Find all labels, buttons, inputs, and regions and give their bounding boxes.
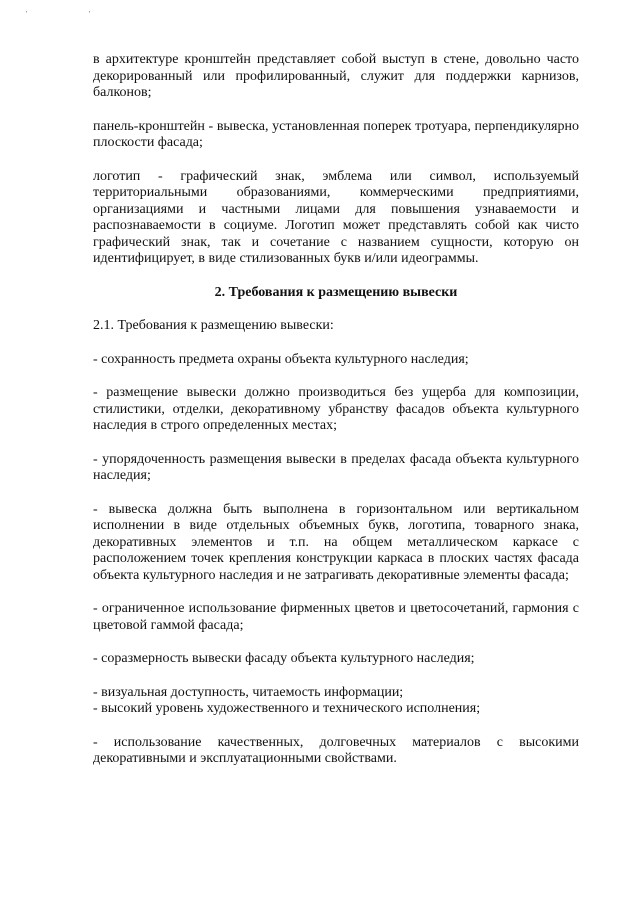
requirement-item: - вывеска должна быть выполнена в горизонтальном или вертикальном исполнении в виде отдельных объемных букв, логотипа, товарного знака, декоративных элементов и т.п. на общем металлическом каркасе с расположением точек крепления конструкции каркаса в плоских частях фасада объекта культурного наследия и не затрагивать декоративные элементы фасада; <box>93 501 579 583</box>
requirement-item: - соразмерность вывески фасаду объекта культурного наследия; <box>93 651 475 666</box>
requirement-item: - сохранность предмета охраны объекта культурного наследия; <box>93 351 469 367</box>
document-body <box>93 52 579 785</box>
scan-marks: ' ' <box>26 10 121 18</box>
definition-logo: логотип - графический знак, эмблема или символ, используемый территориальными образованиями, коммерческими предприятиями, организациями и частными лицами для повышения узнаваемости и распознаваемости в социуме. Логотип может представлять собой как чисто графический знак, так и сочетание с названием сущности, которую он идентифицирует, в виде стилизованных букв и/или идеограммы. <box>93 168 579 266</box>
requirement-item: - визуальная доступность, читаемость информации; <box>93 684 404 700</box>
requirement-item: - размещение вывески должно производиться без ущерба для композиции, стилистики, отделки, декоративному убранству фасадов объекта культурного наследия в строго определенных местах; <box>93 385 579 433</box>
section-heading: 2. Требования к размещению вывески <box>214 284 458 300</box>
requirements-intro: 2.1. Требования к размещению вывески: <box>93 318 334 333</box>
definition-panel-bracket: панель-кронштейн - вывеска, установленная поперек тротуара, перпендикулярно плоскости фасада; <box>93 118 579 150</box>
requirement-item: - упорядоченность размещения вывески в пределах фасада объекта культурного наследия; <box>93 451 579 483</box>
requirement-item: - высокий уровень художественного и технического исполнения; <box>93 701 481 716</box>
definition-bracket: в архитектуре кронштейн представляет собой выступ в стене, довольно часто декорированный или профилированный, служит для поддержки карнизов, балконов; <box>93 52 579 100</box>
requirement-item: - использование качественных, долговечных материалов с высокими декоративными и эксплуатационными свойствами. <box>93 734 579 766</box>
requirement-item: - ограниченное использование фирменных цветов и цветосочетаний, гармония с цветовой гаммой фасада; <box>93 601 579 633</box>
